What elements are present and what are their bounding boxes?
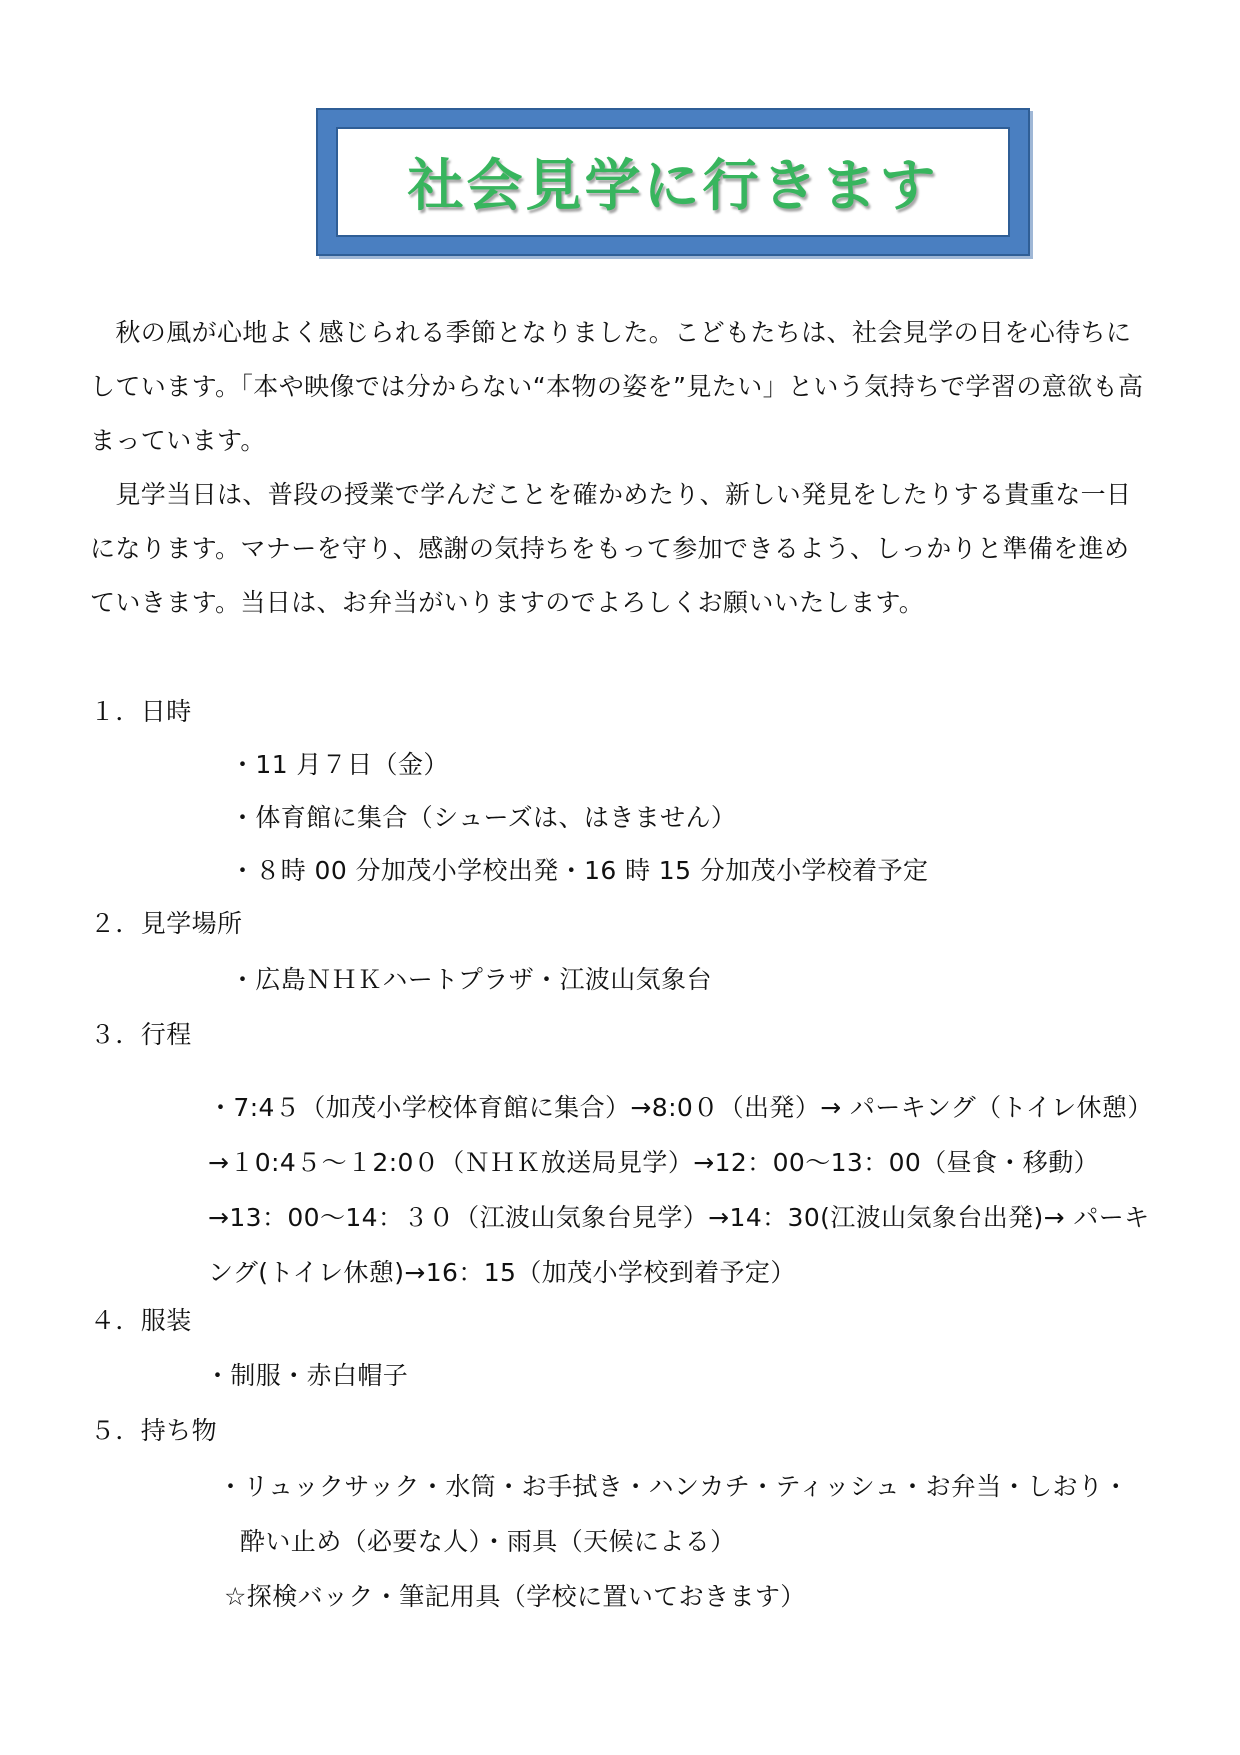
intro-paragraph-1: 秋の風が心地よく感じられる季節となりました。こどもたちは、社会見学の日を心待ちにしています。「本や映像では分からない“本物の姿を”見たい」という気持ちで学習の意欲も高まっています。 [90, 318, 1144, 455]
datetime-item: ・11 月７日（金） [230, 750, 449, 779]
section-heading-place: ２．見学場所 [90, 909, 243, 938]
section-heading-belongings: ５．持ち物 [90, 1416, 218, 1445]
schedule-text: ・7:4５（加茂小学校体育館に集合）→8:0０（出発）→ パーキング（トイレ休憩）→１0:4５～１2:0０（ＮＨＫ放送局見学）→12：00～13：00（昼食・移動）→13：00～14：３０（江波山気象台見学）→14：30(江波山気象台出発)→ パーキング(トイレ休憩)→16：15（加茂小学校到着予定） [208, 1093, 1153, 1287]
title-banner [316, 108, 1030, 256]
section-heading-schedule: ３．行程 [90, 1020, 192, 1049]
datetime-item: ・８時 00 分加茂小学校出発・16 時 15 分加茂小学校着予定 [230, 856, 929, 885]
clothing-item: ・制服・赤白帽子 [205, 1361, 409, 1390]
datetime-item: ・体育館に集合（シューズは、はきません） [230, 803, 737, 832]
intro-paragraph-2: 見学当日は、普段の授業で学んだことを確かめたり、新しい発見をしたりする貴重な一日になります。マナーを守り、感謝の気持ちをもって参加できるよう、しっかりと準備を進めていきます。当日は、お弁当がいりますのでよろしくお願いいたします。 [90, 480, 1132, 617]
section-heading-clothing: ４．服装 [90, 1306, 192, 1335]
belongings-item: ☆探検バック・筆記用具（学校に置いておきます） [224, 1582, 806, 1611]
belongings-item: ・リュックサック・水筒・お手拭き・ハンカチ・ティッシュ・お弁当・しおり・ [218, 1472, 1129, 1501]
belongings-item: 酔い止め（必要な人）・雨具（天候による） [240, 1527, 736, 1556]
page-title: 社会見学に行きます [407, 154, 939, 219]
section-heading-datetime: １．日時 [90, 697, 192, 726]
title-banner-inner [336, 127, 1010, 237]
place-item: ・広島ＮＨＫハートプラザ・江波山気象台 [230, 965, 712, 994]
